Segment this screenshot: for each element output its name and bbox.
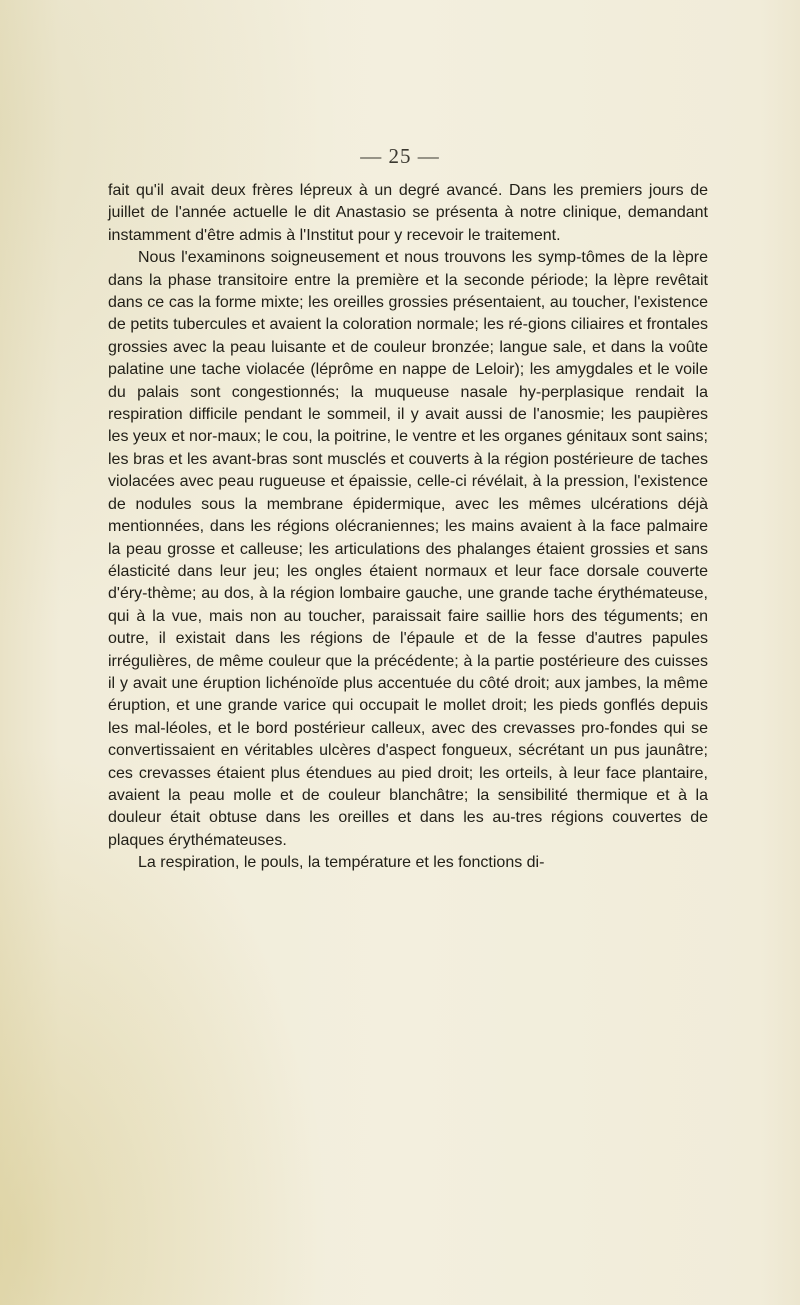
- body-text: [108, 180, 708, 875]
- paragraph-2: Nous l'examinons soigneusement et nous trouvons les symp-tômes de la lèpre dans la phase transitoire entre la première et la seconde période; la lèpre revêtait dans ce cas la forme mixte; les oreilles grossies présentaient, au toucher, l'existence de petits tubercules et avaient la coloration normale; les ré-gions ciliaires et frontales grossies avec la peau luisante et de couleur bronzée; langue sale, et dans la voûte palatine une tache violacée (léprôme en nappe de Leloir); les amygdales et le voile du palais sont congestionnés; la muqueuse nasale hy-perplasique rendait la respiration difficile pendant le sommeil, il y avait aussi de l'anosmie; les paupières les yeux et nor-maux; le cou, la poitrine, le ventre et les organes génitaux sont sains; les bras et les avant-bras sont musclés et couverts à la région postérieure de taches violacées avec peau rugueuse et épaissie, celle-ci révélait, à la pression, l'existence de nodules sous la membrane épidermique, avec les mêmes ulcérations déjà mentionnées, dans les régions olécraniennes; les mains avaient à la face palmaire la peau grosse et calleuse; les articulations des phalanges étaient grossies et sans élasticité dans leur jeu; les ongles étaient normaux et leur face dorsale couverte d'éry-thème; au dos, à la région lombaire gauche, une grande tache érythémateuse, qui à la vue, mais non au toucher, paraissait faire saillie hors des téguments; en outre, il existait dans les régions de l'épaule et de la fesse d'autres papules irrégulières, de même couleur que la précédente; à la partie postérieure des cuisses il y avait une éruption lichénoïde plus accentuée du côté droit; aux jambes, la même éruption, et une grande varice qui occupait le mollet droit; les pieds gonflés depuis les mal-léoles, et le bord postérieur calleux, avec des crevasses pro-fondes qui se convertissaient en véritables ulcères d'aspect fongueux, sécrétant un pus jaunâtre; ces crevasses étaient plus étendues au pied droit; les orteils, à leur face plantaire, avaient la peau molle et de couleur blanchâtre; la sensibilité thermique et à la douleur était obtuse dans les oreilles et dans les au-tres régions couvertes de plaques érythémateuses.: [108, 249, 708, 849]
- paragraph-1: fait qu'il avait deux frères lépreux à un degré avancé. Dans les premiers jours de juillet de l'année actuelle le dit Anastasio se présenta à notre clinique, demandant instamment d'être admis à l'Institut pour y recevoir le traitement.: [108, 182, 708, 244]
- paragraph-3: La respiration, le pouls, la température et les fonctions di-: [138, 854, 545, 872]
- page-number: — 25 —: [360, 144, 440, 168]
